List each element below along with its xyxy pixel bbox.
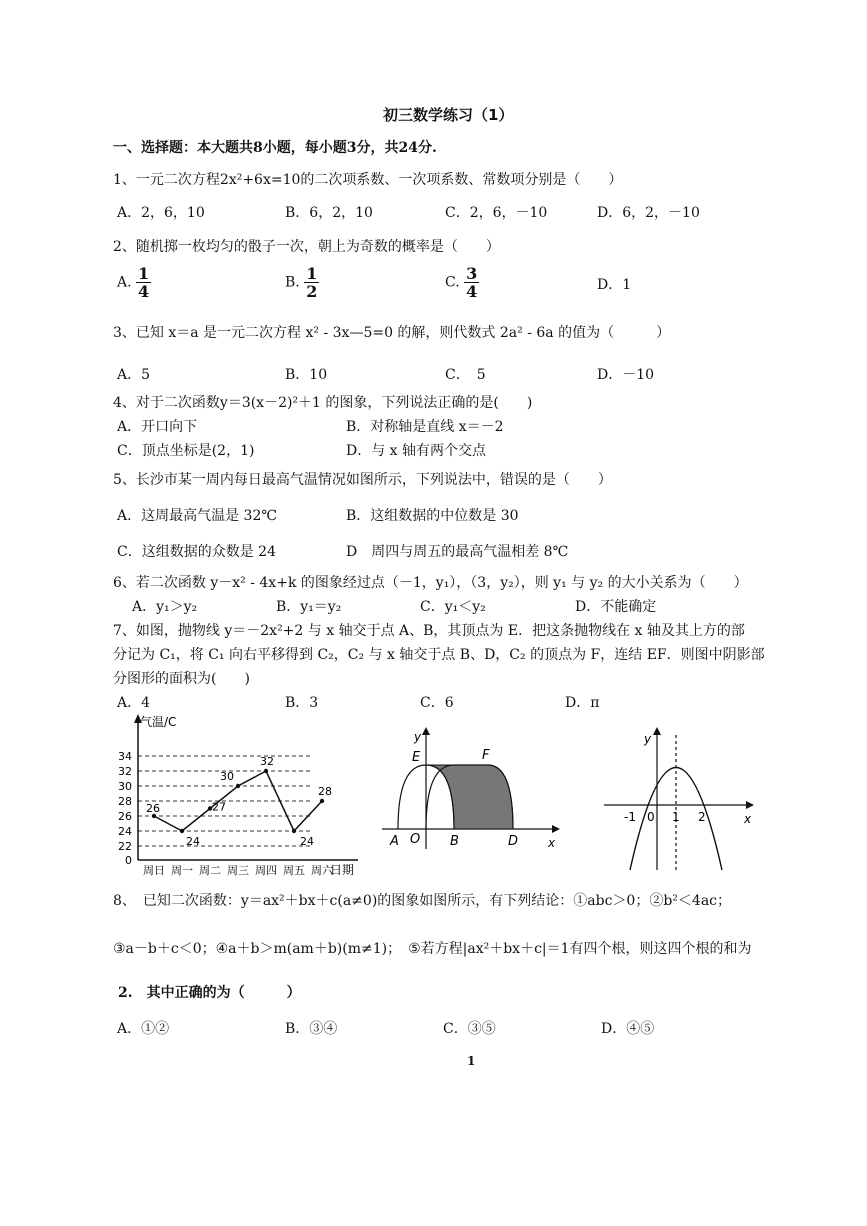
x-tick-label: 周三	[227, 864, 249, 877]
y-tick-label: 26	[118, 810, 132, 823]
data-label: 26	[146, 802, 160, 815]
q7-stem-line3: 分图形的面积为( )	[113, 671, 250, 687]
y-tick-label: 32	[118, 765, 132, 778]
q3-option-d[interactable]: D．－10	[597, 367, 655, 383]
x-tick-label: 周五	[283, 864, 305, 877]
data-label: 30	[220, 770, 234, 783]
q6-option-a[interactable]: A．y₁＞y₂	[132, 599, 198, 615]
data-point	[292, 829, 296, 833]
y-tick-labels	[118, 750, 132, 867]
q8-stem-line2: ③a－b＋c＜0；④a＋b＞m(am＋b)(m≠1)； ⑤若方程|ax²＋bx＋c|＝1有四个根，则这四个根的和为	[113, 941, 752, 957]
q4-option-b[interactable]: B．对称轴是直线 x＝－2	[346, 419, 504, 435]
data-label: 27	[212, 800, 226, 814]
y-label: y	[414, 730, 422, 744]
tick-0: 0	[647, 810, 655, 824]
y-axis-arrow	[422, 727, 430, 735]
q5-option-a[interactable]: A．这周最高气温是 32℃	[117, 508, 278, 524]
data-point	[320, 799, 324, 803]
parabola-shift-figure	[378, 725, 568, 855]
q3-option-c[interactable]: C． 5	[445, 367, 486, 383]
q8-option-b[interactable]: B．③④	[285, 1021, 338, 1037]
option-label: D．	[597, 277, 623, 293]
q5-option-c[interactable]: C．这组数据的众数是 24	[117, 544, 276, 560]
q4-stem: 4、对于二次函数y＝3(x－2)²＋1 的图象，下列说法正确的是( )	[113, 395, 533, 411]
x-label: x	[548, 836, 556, 850]
x-axis-arrow	[552, 825, 560, 833]
page-number: 1	[467, 1054, 476, 1068]
data-point	[264, 769, 268, 773]
y-tick-label: 24	[118, 825, 132, 838]
q5-option-d[interactable]: D 周四与周五的最高气温相差 8℃	[346, 544, 569, 560]
q3-stem: 3、已知 x＝a 是一元二次方程 x² - 3x—5=0 的解，则代数式 2a² - 6a 的值为（ ）	[113, 325, 671, 341]
x-tick-labels	[143, 864, 334, 877]
x-axis-arrow	[746, 801, 754, 809]
tick-2: 2	[698, 810, 706, 824]
q7-stem-line1: 7、如图，抛物线 y＝－2x²+2 与 x 轴交于点 A、B，其顶点为 E．把这条抛物线在 x 轴及其上方的部	[113, 623, 745, 639]
y-tick-label: 30	[118, 780, 132, 793]
data-point	[236, 784, 240, 788]
point-d: D	[508, 834, 519, 849]
point-f: F	[482, 748, 490, 763]
numerator: 1	[306, 264, 318, 283]
denominator: 4	[138, 282, 150, 301]
y-label: y	[644, 732, 652, 746]
temperature-chart	[110, 710, 370, 880]
q5-stem: 5、长沙市某一周内每日最高气温情况如图所示，下列说法中，错误的是（ ）	[113, 472, 612, 488]
x-label: x	[744, 812, 752, 826]
option-label: B.	[285, 274, 300, 291]
q3-option-a[interactable]: A．5	[117, 367, 151, 383]
q2-stem: 2、随机掷一枚均匀的骰子一次，朝上为奇数的概率是（ ）	[113, 239, 500, 255]
x-axis-label: 日期	[330, 863, 355, 877]
option-label: C.	[445, 274, 460, 291]
q2-option-d[interactable]	[597, 274, 631, 294]
q8-option-a[interactable]: A．①②	[117, 1021, 170, 1037]
x-tick-label: 周一	[171, 864, 193, 877]
q8-stem-line3: 2. 其中正确的为（ ）	[118, 985, 301, 1001]
q7-option-b[interactable]: B．3	[285, 695, 319, 711]
q7-option-a[interactable]: A．4	[117, 695, 151, 711]
data-label: 24	[300, 835, 314, 848]
data-label: 32	[260, 755, 274, 768]
fraction	[136, 265, 151, 300]
q6-option-c[interactable]: C．y₁＜y₂	[420, 599, 486, 615]
section-heading: 一、选择题：本大题共8小题，每小题3分，共24分.	[113, 140, 437, 156]
q1-option-b[interactable]: B．6，2，10	[285, 205, 373, 221]
point-o: O	[410, 832, 421, 847]
shaded-region	[426, 765, 513, 829]
q4-option-a[interactable]: A．开口向下	[117, 419, 198, 435]
fraction	[464, 265, 479, 300]
q2-option-c[interactable]	[445, 265, 479, 300]
q3-option-b[interactable]: B．10	[285, 367, 328, 383]
q4-option-d[interactable]: D．与 x 轴有两个交点	[346, 443, 487, 459]
point-e: E	[412, 750, 421, 765]
point-a: A	[390, 834, 399, 849]
y-tick-label: 34	[118, 750, 132, 763]
x-tick-label: 周六	[311, 864, 333, 877]
q1-stem: 1、一元二次方程2x²+6x=10的二次项系数、一次项系数、常数项分别是（ ）	[113, 172, 623, 188]
fraction	[304, 265, 319, 300]
y-axis-label: 气温/C	[140, 715, 177, 729]
x-tick-label: 周二	[199, 864, 221, 877]
q8-parabola-figure	[600, 725, 770, 875]
numerator: 1	[138, 264, 150, 283]
q2-option-b[interactable]	[285, 265, 319, 300]
q8-option-d[interactable]: D．④⑤	[601, 1021, 655, 1037]
q1-option-c[interactable]: C．2，6，－10	[445, 205, 548, 221]
data-label: 24	[186, 835, 200, 848]
option-label: A.	[117, 274, 132, 291]
data-point	[180, 829, 184, 833]
denominator: 2	[306, 282, 318, 301]
y-axis-arrow	[653, 727, 661, 735]
q8-stem-line1: 8、 已知二次函数：y＝ax²＋bx＋c(a≠0)的图象如图所示，有下列结论：①abc＞0；②b²＜4ac；	[113, 893, 732, 909]
q5-option-b[interactable]: B．这组数据的中位数是 30	[346, 508, 519, 524]
tick-neg1: -1	[624, 810, 636, 824]
numerator: 3	[466, 264, 478, 283]
page-title: 初三数学练习（1）	[383, 106, 514, 124]
point-b: B	[450, 834, 459, 849]
q7-stem-line2: 分记为 C₁，将 C₁ 向右平移得到 C₂，C₂ 与 x 轴交于点 B、D，C₂ 的顶点为 F，连结 EF．则图中阴影部	[113, 647, 765, 663]
data-label: 28	[318, 785, 332, 798]
q8-option-c[interactable]: C．③⑤	[443, 1021, 496, 1037]
option-value: 1	[622, 277, 632, 293]
q2-option-a[interactable]	[117, 265, 151, 300]
x-tick-label: 周四	[255, 864, 277, 877]
q1-option-a[interactable]: A．2，6，10	[117, 205, 205, 221]
q7-option-c[interactable]: C．6	[420, 695, 454, 711]
denominator: 4	[466, 282, 478, 301]
tick-1: 1	[672, 810, 680, 824]
q7-option-d[interactable]: D．π	[565, 695, 600, 711]
q6-option-b[interactable]: B．y₁＝y₂	[276, 599, 342, 615]
q6-stem: 6、若二次函数 y－x² - 4x+k 的图象经过点（－1，y₁），（3，y₂），则 y₁ 与 y₂ 的大小关系为（ ）	[113, 575, 748, 591]
x-tick-label: 周日	[143, 864, 165, 877]
q4-option-c[interactable]: C．顶点坐标是(2，1)	[117, 443, 255, 459]
q1-option-d[interactable]: D．6，2，－10	[597, 205, 700, 221]
y-tick-label: 22	[118, 840, 132, 853]
q6-option-d[interactable]: D．不能确定	[575, 599, 657, 615]
y-tick-label: 28	[118, 795, 132, 808]
y-tick-label: 0	[125, 854, 132, 867]
